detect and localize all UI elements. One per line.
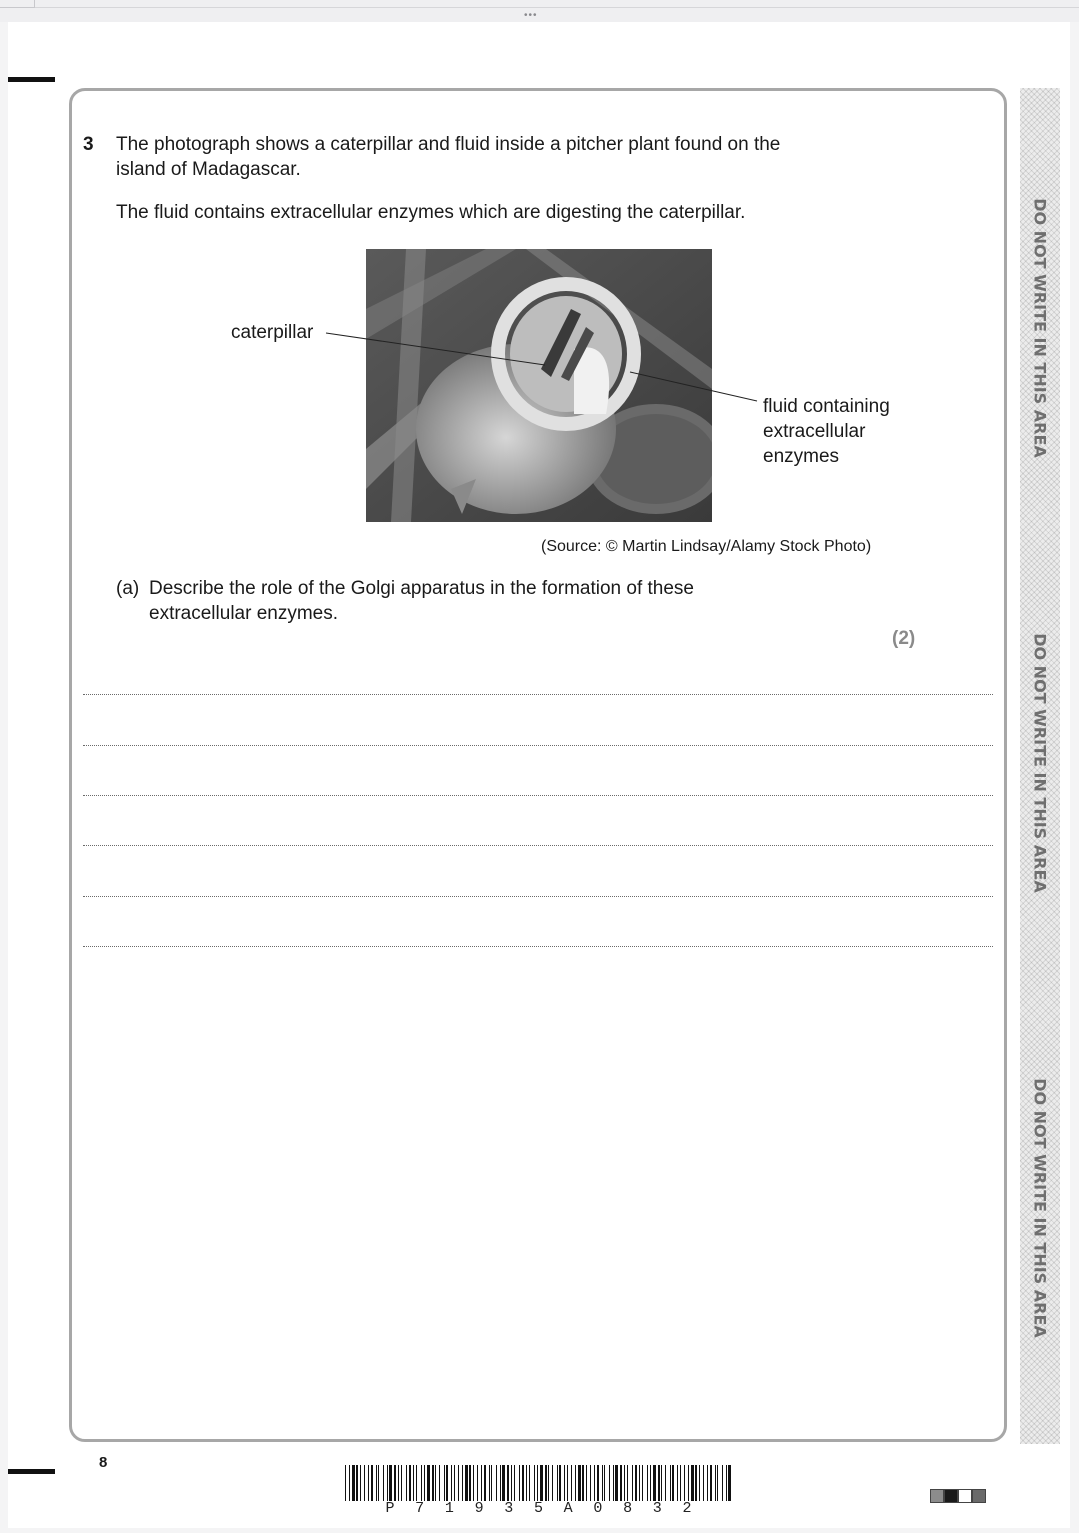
barcode-bar xyxy=(345,1465,346,1501)
barcode-bar xyxy=(691,1465,694,1501)
answer-line[interactable] xyxy=(83,745,993,746)
barcode-bar xyxy=(394,1465,396,1501)
barcode-char: 7 xyxy=(415,1500,425,1517)
part-a-question: Describe the role of the Golgi apparatus in the formation of these xyxy=(149,578,694,599)
barcode-bar xyxy=(446,1465,448,1501)
barcode-bar xyxy=(688,1465,689,1501)
more-options-icon[interactable]: ••• xyxy=(524,10,538,21)
barcode-bar xyxy=(602,1465,603,1501)
barcode-bar xyxy=(650,1465,651,1501)
page-number: 8 xyxy=(99,1454,108,1471)
barcode-bar xyxy=(389,1465,392,1501)
viewer-toolbar xyxy=(0,0,1079,22)
barcode-bar xyxy=(364,1465,365,1501)
barcode-char: A xyxy=(563,1500,573,1517)
barcode-bar xyxy=(451,1465,452,1501)
barcode-bar xyxy=(529,1465,530,1501)
barcode-bar xyxy=(567,1465,568,1501)
barcode-bar xyxy=(432,1465,434,1501)
barcode-char: 0 xyxy=(593,1500,603,1517)
barcode-bar xyxy=(387,1465,388,1501)
barcode-bar xyxy=(398,1465,399,1501)
barcode-bar xyxy=(489,1465,490,1501)
barcode-bar xyxy=(695,1465,697,1501)
barcode-bar xyxy=(571,1465,572,1501)
question-number: 3 xyxy=(83,134,94,155)
barcode-bar xyxy=(444,1465,445,1501)
barcode-bar xyxy=(728,1465,731,1501)
barcode-bar xyxy=(500,1465,501,1501)
answer-line[interactable] xyxy=(83,795,993,796)
barcode-bar xyxy=(477,1465,478,1501)
barcode-bar xyxy=(484,1465,486,1501)
barcode-bar xyxy=(722,1465,723,1501)
answer-line[interactable] xyxy=(83,896,993,897)
barcode-bar xyxy=(454,1465,455,1501)
barcode-bar xyxy=(653,1465,656,1501)
marker-square xyxy=(944,1489,958,1503)
barcode-bar xyxy=(435,1465,436,1501)
toolbar-divider xyxy=(0,7,1079,8)
barcode-bar xyxy=(726,1465,727,1501)
barcode-bar xyxy=(409,1465,411,1501)
barcode-bar xyxy=(406,1465,407,1501)
barcode-bar xyxy=(590,1465,591,1501)
barcode-bar xyxy=(627,1465,628,1501)
barcode-bar xyxy=(540,1465,543,1501)
marks-allocation: (2) xyxy=(892,628,916,649)
barcode-bar xyxy=(699,1465,700,1501)
barcode-bar xyxy=(658,1465,660,1501)
barcode-bar xyxy=(677,1465,678,1501)
barcode-bar xyxy=(537,1465,538,1501)
label-caterpillar: caterpillar xyxy=(231,322,314,343)
barcode-bar xyxy=(620,1465,622,1501)
barcode-bar xyxy=(514,1465,515,1501)
barcode-bar xyxy=(582,1465,584,1501)
margin-tick-bottom xyxy=(8,1469,55,1474)
barcode-bar xyxy=(416,1465,417,1501)
photo-source-credit: (Source: © Martin Lindsay/Alamy Stock Photo) xyxy=(541,538,872,555)
barcode-bar xyxy=(522,1465,524,1501)
barcode-char: 9 xyxy=(474,1500,484,1517)
barcode-bar xyxy=(458,1465,459,1501)
barcode-bar xyxy=(360,1465,361,1501)
barcode-char: 5 xyxy=(533,1500,544,1517)
barcode-bar xyxy=(481,1465,482,1501)
barcode-char: 3 xyxy=(504,1500,514,1517)
barcode-number xyxy=(345,1500,731,1520)
barcode-bar xyxy=(368,1465,369,1501)
question-statement: The fluid contains extracellular enzymes which are digesting the caterpillar. xyxy=(116,202,746,223)
barcode-bar xyxy=(615,1465,618,1501)
label-fluid: enzymes xyxy=(763,446,840,467)
barcode-bar xyxy=(548,1465,549,1501)
barcode-bar xyxy=(349,1465,350,1501)
barcode-bar xyxy=(491,1465,492,1501)
barcode-bar xyxy=(462,1465,463,1501)
barcode-bar xyxy=(594,1465,595,1501)
question-intro-line: island of Madagascar. xyxy=(116,159,301,180)
barcode-bar xyxy=(519,1465,520,1501)
barcode-bar xyxy=(507,1465,509,1501)
label-fluid: extracellular xyxy=(763,421,866,442)
barcode-bar xyxy=(469,1465,471,1501)
barcode-bar xyxy=(378,1465,379,1501)
barcode-char: 8 xyxy=(623,1500,633,1517)
barcode-bar xyxy=(710,1465,712,1501)
barcode-bar xyxy=(421,1465,422,1501)
barcode-bar xyxy=(632,1465,633,1501)
barcode-bar xyxy=(552,1465,553,1501)
barcode-bar xyxy=(545,1465,547,1501)
barcode-bar xyxy=(717,1465,718,1501)
label-fluid: fluid containing xyxy=(763,396,890,417)
barcode-bar xyxy=(624,1465,625,1501)
question-intro-line: The photograph shows a caterpillar and fluid inside a pitcher plant found on the xyxy=(116,134,781,155)
barcode-bar xyxy=(672,1465,674,1501)
barcode-char: 2 xyxy=(682,1500,692,1517)
barcode-bar xyxy=(557,1465,558,1501)
barcode-bar xyxy=(383,1465,384,1501)
barcode-bar xyxy=(670,1465,671,1501)
barcode-bar xyxy=(642,1465,643,1501)
barcode-bar xyxy=(578,1465,581,1501)
barcode-bar xyxy=(604,1465,605,1501)
barcode-bar xyxy=(684,1465,685,1501)
barcode-bar xyxy=(371,1465,373,1501)
barcode-char: P xyxy=(385,1500,395,1517)
part-a-question: extracellular enzymes. xyxy=(149,603,339,624)
barcode-bar xyxy=(586,1465,587,1501)
barcode-bar xyxy=(502,1465,505,1501)
barcode-bar xyxy=(715,1465,716,1501)
answer-line[interactable] xyxy=(83,946,993,947)
barcode-bar xyxy=(575,1465,576,1501)
page-marker-squares xyxy=(930,1489,986,1503)
barcode-bar xyxy=(376,1465,377,1501)
barcode-bar xyxy=(526,1465,527,1501)
barcode-char: 3 xyxy=(652,1500,662,1517)
barcode-bar xyxy=(465,1465,468,1501)
barcode-bar xyxy=(635,1465,637,1501)
part-a-label: (a) xyxy=(116,578,140,599)
barcode-bar xyxy=(534,1465,535,1501)
barcode xyxy=(345,1465,731,1501)
barcode-bar xyxy=(356,1465,358,1501)
barcode-bar xyxy=(661,1465,662,1501)
barcode-bar xyxy=(647,1465,648,1501)
marker-square xyxy=(958,1489,972,1503)
barcode-bar xyxy=(439,1465,440,1501)
barcode-bar xyxy=(401,1465,402,1501)
barcode-bar xyxy=(564,1465,565,1501)
answer-line[interactable] xyxy=(83,845,993,846)
marker-square xyxy=(972,1489,986,1503)
marker-square xyxy=(930,1489,944,1503)
barcode-bar xyxy=(413,1465,414,1501)
barcode-bar xyxy=(707,1465,708,1501)
answer-line[interactable] xyxy=(83,694,993,695)
barcode-bar xyxy=(473,1465,474,1501)
barcode-bar xyxy=(496,1465,497,1501)
barcode-bar xyxy=(559,1465,561,1501)
barcode-bar xyxy=(613,1465,614,1501)
barcode-bar xyxy=(597,1465,599,1501)
barcode-bar xyxy=(427,1465,430,1501)
barcode-bar xyxy=(511,1465,512,1501)
barcode-bar xyxy=(665,1465,666,1501)
barcode-char: 1 xyxy=(444,1500,454,1517)
page-corner xyxy=(0,0,35,8)
barcode-bar xyxy=(424,1465,425,1501)
barcode-bar xyxy=(703,1465,704,1501)
barcode-bar xyxy=(680,1465,681,1501)
margin-tick-top xyxy=(8,77,55,82)
pitcher-plant-photo xyxy=(366,249,712,522)
barcode-bar xyxy=(352,1465,355,1501)
barcode-bar xyxy=(639,1465,640,1501)
barcode-bar xyxy=(609,1465,610,1501)
